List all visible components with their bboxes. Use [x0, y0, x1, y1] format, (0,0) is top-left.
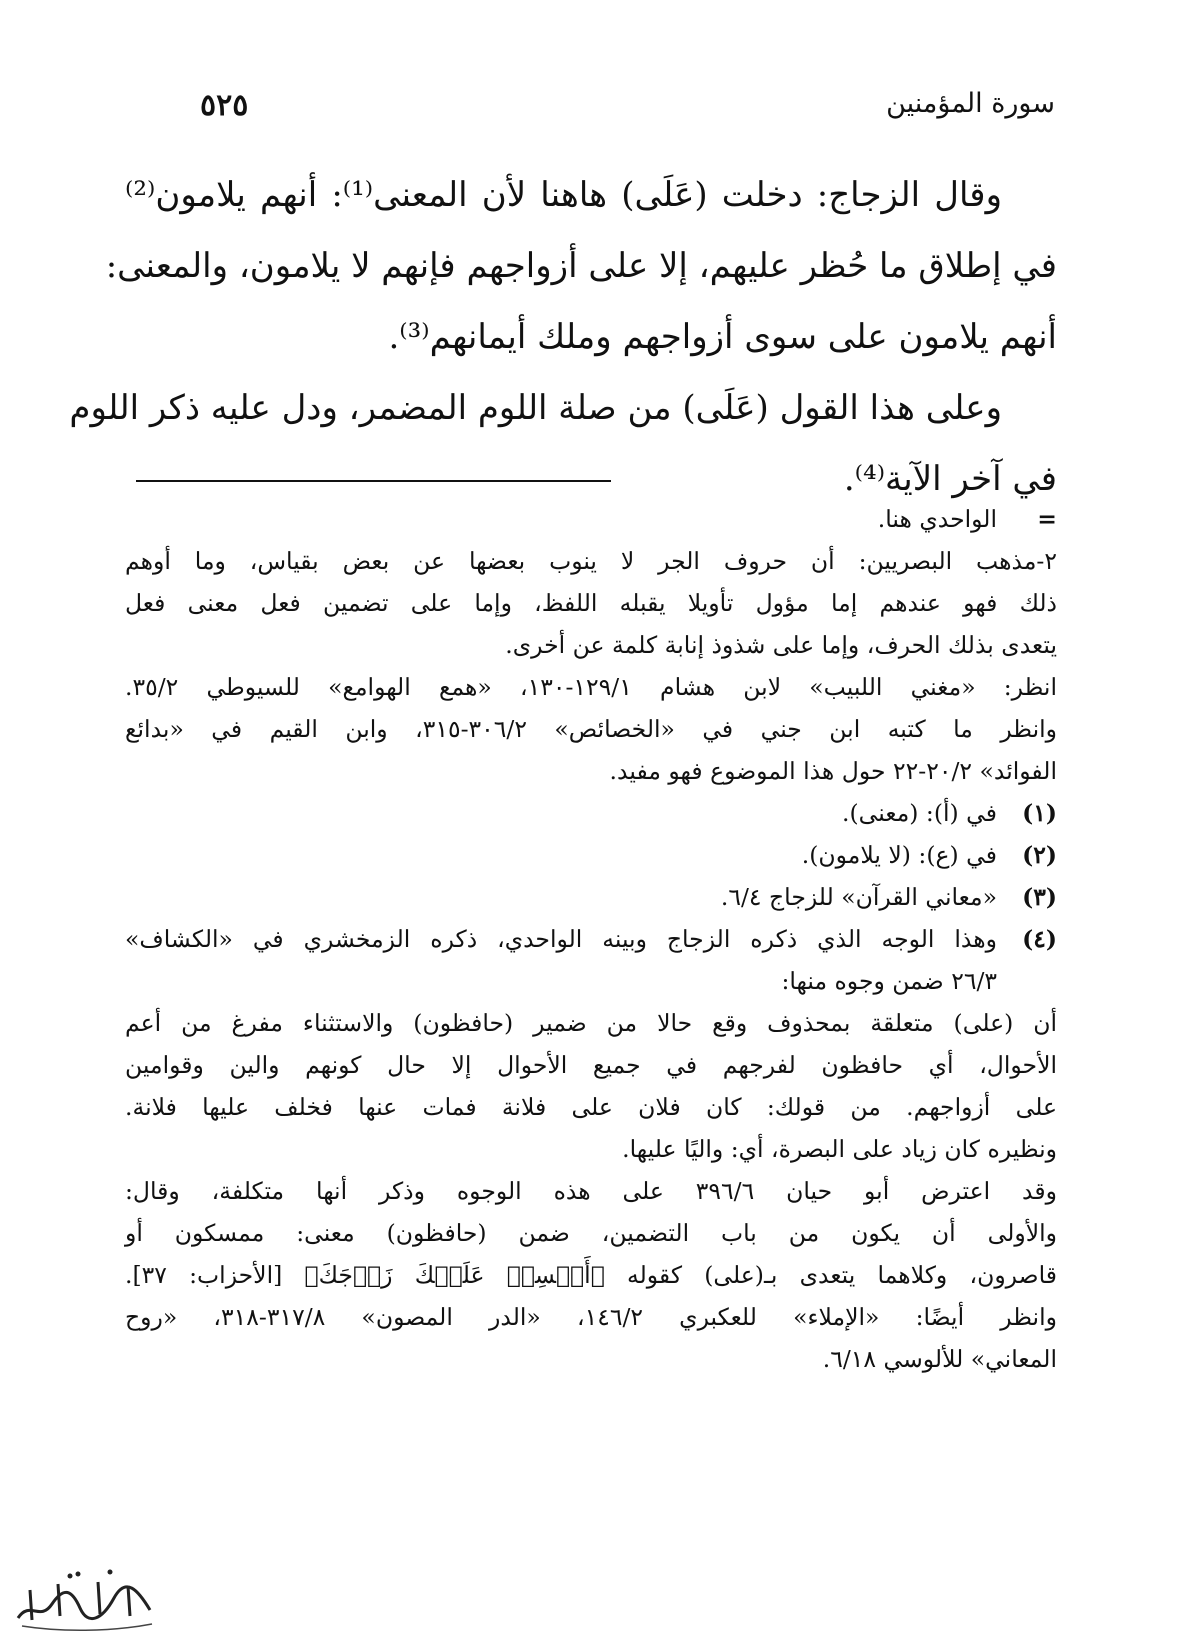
footnote-line: وانظر ما كتبه ابن جني في «الخصائص» ٣٠٦/٢-٣١٥، وابن القيم في «بدائع — [125, 715, 1058, 743]
footnote-line: الفوائد» ٢٠/٢-٢٢ حول هذا الموضوع فهو مفيد. — [609, 757, 1057, 785]
footnote-line: ٢٦/٣ ضمن وجوه منها: — [781, 967, 997, 995]
footnote-marker: (٢) — [1022, 841, 1057, 869]
footnote-line: أن (على) متعلقة بمحذوف وقع حالا من ضمير (حافظون) والاستثناء مفرغ من أعم — [125, 1009, 1057, 1037]
footnote-line: ونظيره كان زياد على البصرة، أي: واليًا عليها. — [622, 1135, 1057, 1163]
footnote-line: ذلك فهو عندهم إما مؤول تأويلا يقبله اللفظ، وإما على تضمين فعل معنى فعل — [125, 589, 1057, 617]
main-line: في إطلاق ما حُظر عليهم، إلا على أزواجهم فإنهم لا يلامون، والمعنى: — [105, 246, 1057, 286]
footnotes — [125, 498, 1057, 1380]
footnote-separator — [136, 480, 611, 482]
footnote-3 — [125, 876, 1057, 918]
footnote-marker: (٤) — [1022, 925, 1057, 953]
main-line: في آخر الآية⁽⁴⁾. — [843, 459, 1057, 499]
footnote-line: وانظر أيضًا: «الإملاء» للعكبري ١٤٦/٢، «الدر المصون» ٣١٧/٨-٣١٨، «روح — [125, 1303, 1057, 1331]
footnote-2 — [125, 834, 1057, 876]
continuation-marker: = — [1037, 505, 1057, 533]
page-number: ٥٢٥ — [200, 88, 249, 123]
page-header — [200, 88, 1055, 128]
footnote-marker: (٣) — [1022, 883, 1057, 911]
footnote-line: ٢-مذهب البصريين: أن حروف الجر لا ينوب بعضها عن بعض بقياس، وما أوهم — [125, 547, 1057, 575]
footnote-line: المعاني» للألوسي ٦/١٨. — [822, 1345, 1057, 1373]
footnote-line: انظر: «مغني اللبيب» لابن هشام ١٢٩/١-١٣٠، «همع الهوامع» للسيوطي ٣٥/٢. — [125, 673, 1057, 701]
footnote-line: يتعدى بذلك الحرف، وإما على شذوذ إنابة كلمة عن أخرى. — [505, 631, 1057, 659]
main-line: وقال الزجاج: دخلت (عَلَى) هاهنا لأن المعنى⁽¹⁾: أنهم يلامون⁽²⁾ — [125, 175, 1002, 215]
surah-title: سورة المؤمنين — [886, 88, 1055, 119]
main-line: أنهم يلامون على سوى أزواجهم وملك أيمانهم⁽³⁾. — [388, 317, 1057, 357]
footnote-line: الأحوال، أي حافظون لفرجهم في جميع الأحوال إلا حال كونهم والين وقوامين — [125, 1051, 1057, 1079]
footnote-line: والأولى أن يكون من باب التضمين، ضمن (حافظون) معنى: ممسكون أو — [125, 1219, 1057, 1247]
publisher-seal-logo — [10, 1560, 160, 1635]
footnote-continuation — [125, 498, 1057, 540]
footnote-4 — [125, 918, 1057, 960]
footnote-marker: (١) — [1022, 799, 1057, 827]
main-text — [69, 160, 1057, 515]
footnote-text: الواحدي هنا. — [877, 505, 997, 533]
footnote-line: وقد اعترض أبو حيان ٣٩٦/٦ على هذه الوجوه وذكر أنها متكلفة، وقال: — [125, 1177, 1057, 1205]
footnote-line: قاصرون، وكلاهما يتعدى بـ(على) كقوله ﴿أَمۡسِكۡ عَلَيۡكَ زَوۡجَكَ﴾ [الأحزاب: ٣٧]. — [125, 1261, 1057, 1289]
main-line: وعلى هذا القول (عَلَى) من صلة اللوم المضمر، ودل عليه ذكر اللوم — [69, 388, 1002, 428]
footnote-text: في (أ): (معنى). — [842, 799, 997, 827]
footnote-text: وهذا الوجه الذي ذكره الزجاج وبينه الواحدي، ذكره الزمخشري في «الكشاف» — [125, 925, 997, 953]
footnote-line: على أزواجهم. من قولك: كان فلان على فلانة فمات عنها فخلف عليها فلانة. — [125, 1093, 1057, 1121]
footnote-1 — [125, 792, 1057, 834]
footnote-text: في (ع): (لا يلامون). — [801, 841, 997, 869]
footnote-text: «معاني القرآن» للزجاج ٦/٤. — [720, 883, 997, 911]
